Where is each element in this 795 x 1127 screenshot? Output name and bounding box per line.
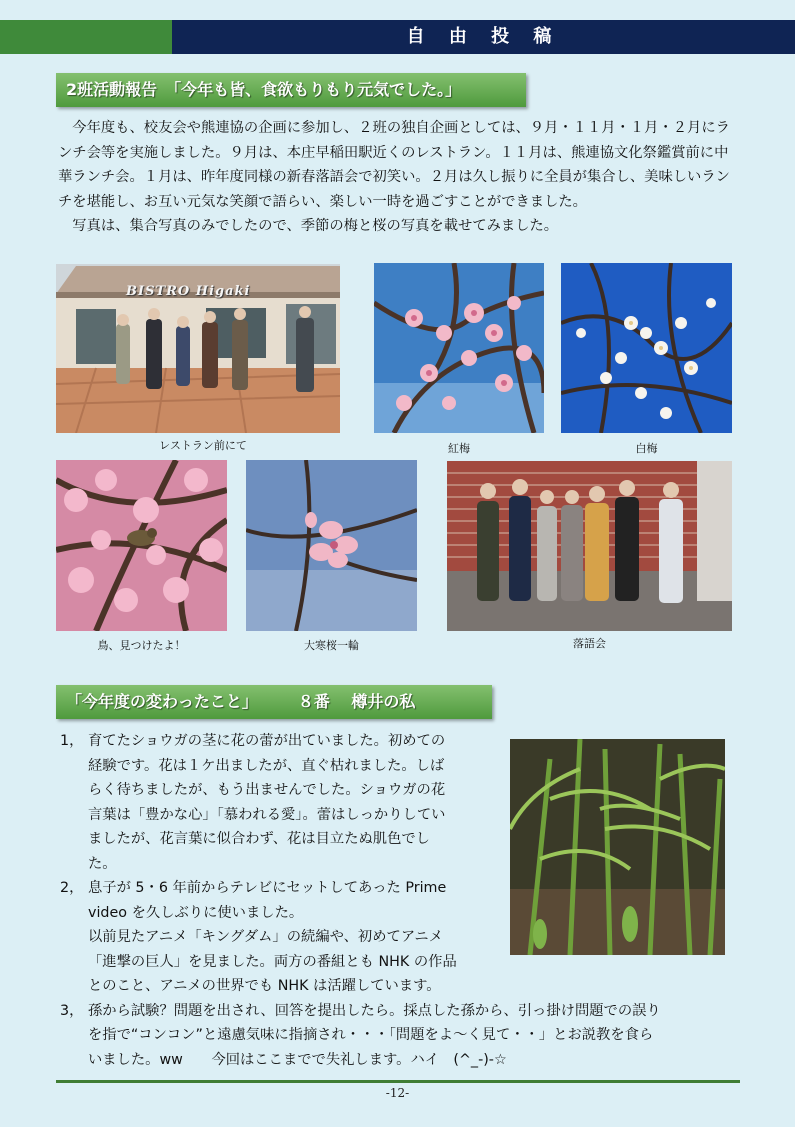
section-banner — [0, 20, 795, 54]
photo-caption: 大寒桜一輪 — [304, 639, 359, 652]
list-item — [60, 876, 740, 999]
photo-caption: 紅梅 — [448, 442, 470, 455]
photo-caption: 白梅 — [635, 442, 658, 455]
list-item-line: いました。ww 今回はここまでで失礼します。ハイ (^_-)-☆ — [88, 1051, 507, 1068]
list-item-line: 育てたショウガの茎に花の蕾が出ていました。初めての — [88, 733, 446, 749]
photo-bird — [56, 460, 227, 631]
article2-heading: 「今年度の変わったこと」 ８番 樽井の私 — [56, 685, 492, 719]
list-item — [60, 999, 740, 1073]
photo-red-plum — [374, 263, 544, 433]
photo-cherry-blossom — [246, 460, 417, 631]
list-item-line: とのこと、アニメの世界でも NHK は活躍しています。 — [88, 978, 441, 994]
banner-green-bar — [0, 20, 172, 54]
list-item — [60, 729, 740, 876]
list-item-line: 息子が 5・6 年前からテレビにセットしてあった Prime — [88, 880, 447, 896]
photo-white-plum — [561, 263, 732, 433]
page-number: -12- — [385, 1086, 410, 1100]
article1-heading: 2班活動報告 「今年も皆、食欲もりもり元気でした。」 — [56, 73, 526, 107]
article1-paragraph: 今年度も、校友会や熊連協の企画に参加し、２班の独自企画としては、９月・１１月・１月・２月にランチ会等を実施しました。９月は、本庄早稲田駅近くのレストラン。１１月は、熊連協文化祭鑑賞前に中華ランチ会。１月は、昨年度同様の新春落語会で初笑い。２月は久し振りに全員が集合し、美味しいランチを堪能し、お互い元気な笑顔で語らい、楽しい一時を過ごすことができました。 — [58, 120, 730, 210]
article1-paragraph: 写真は、集合写真のみでしたので、季節の梅と桜の写真を載せてみました。 — [58, 218, 559, 234]
list-item-line: らく待ちましたが、もう出ませんでした。ショウガの花 — [88, 782, 446, 798]
list-item-number: 3， — [60, 1002, 84, 1019]
photo-caption: 落語会 — [573, 637, 606, 650]
list-item-line: video を久しぶりに使いました。 — [88, 904, 304, 921]
restaurant-sign: BISTRO Higaki — [126, 284, 251, 299]
list-item-line: 孫から試験？問題を出され、回答を提出したら。採点した孫から、引っ掛け問題での誤り — [88, 1002, 661, 1019]
article1-body — [58, 116, 738, 239]
list-item-number: 2， — [60, 880, 84, 896]
footer-rule — [56, 1080, 740, 1083]
article2-list — [60, 729, 740, 1072]
list-item-line: 言葉は「豊かな心」「慕われる愛」。蕾はしっかりしてい — [88, 806, 446, 823]
list-item-number: 1， — [60, 733, 84, 749]
list-item-line: 「進撃の巨人」を見ました。両方の番組とも NHK の作品 — [88, 953, 457, 970]
banner-title: 自 由 投 稿 — [172, 20, 795, 54]
photo-rakugo-group — [447, 461, 732, 631]
list-item-line: 経験です。花は１ケ出ましたが、直ぐ枯れました。しば — [88, 757, 445, 774]
photo-caption: レストラン前にて — [159, 439, 247, 452]
list-item-line: た。 — [88, 855, 117, 872]
list-item-line: を指で“コンコン”と遠慮気味に指摘され・・・「問題をよ～く見て・・」とお説教を食ら — [88, 1027, 654, 1043]
list-item-line: ましたが、花言葉に似合わず、花は目立たぬ肌色でし — [88, 831, 430, 847]
list-item-line: 以前見たアニメ「キングダム」の続編や、初めてアニメ — [88, 929, 443, 945]
photo-restaurant — [56, 264, 340, 433]
photo-caption: 鳥、見つけたよ！ — [97, 639, 186, 652]
